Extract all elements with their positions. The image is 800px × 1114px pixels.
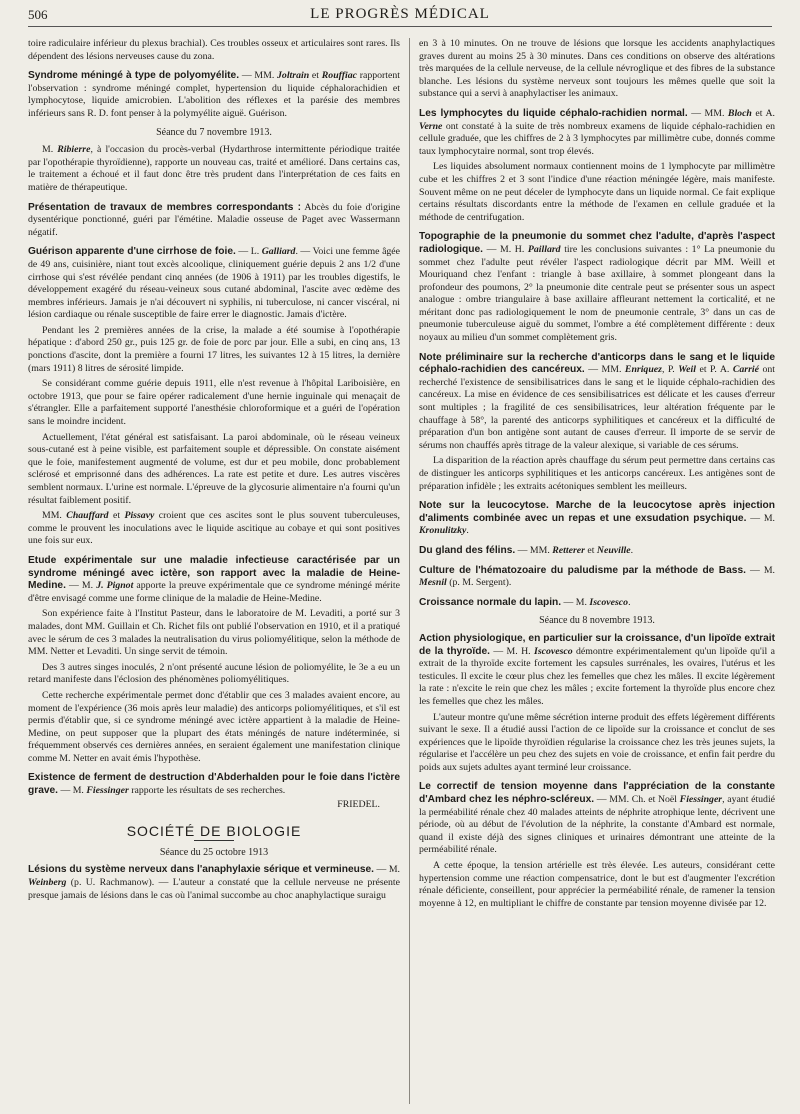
- communication: Le correctif de tension moyenne dans l'appréciation de la constante d'Ambard chez les néphro-scléreux. — MM. Ch. et Noël Fiessinger, ayant étudié la perméabilité rénale chez 40 malades atteints de néphrite atrophique lente, décrivent une période, où au début de l'évolution de la néphrite, la constante d'Ambard est normale, quand il existe déjà des signes cliniques et urinaires démontrant une atteinte de la perméabilité rénale.: [419, 781, 775, 856]
- communication: Topographie de la pneumonie du sommet chez l'adulte, d'après l'aspect radiologique. — M. H. Paillard tire les conclusions suivantes : 1° La pneumonie du sommet chez l'adulte peut révéler l'aspect radiologique décrit par MM. Weill et Mouriquand chez l'enfant : triangle à base axillaire, à sommet plongeant dans la profondeur des poumons, 2° la pneumonie dite centrale peut se présenter sous un aspect analogue : ombre triangulaire à base axillaire affleurant nettement la corticalité, et ne méritant donc pas radiologiquement le nom de pneumonie centrale, 3° dans un cas de pneumonie tuberculeuse aiguë du sommet, l'ombre a été complètement différente : deux noyaux au milieu d'un sommet complètement gris.: [419, 231, 775, 344]
- author: Bloch: [727, 107, 752, 119]
- column-divider: [409, 38, 410, 1104]
- author: Neuville: [596, 544, 631, 556]
- communication-title: Etude expérimentale sur une maladie infectieuse caractérisée par un syndrome méningé avec ictère, son rapport avec la maladie de Heine-Medine.: [28, 554, 400, 592]
- session-heading: Séance du 7 novembre 1913.: [156, 126, 272, 138]
- paragraph: Des 3 autres singes inoculés, 2 n'ont présenté aucune lésion de poliomyélite, le 3e a eu un retard manifeste dans l'éclosion des phénomènes poliomyélitiques.: [28, 661, 400, 686]
- divider: [194, 840, 234, 841]
- communication-title: Action physiologique, en particulier sur la croissance, d'un lipoïde extrait de la thyroïde.: [419, 632, 775, 657]
- paragraph: La disparition de la réaction après chauffage du sérum peut permettre dans certains cas de distinguer les anticorps syphilitiques et les anticorps cancéreux. Les antigènes sont de préparation infidèle ; les extraits acétoniques semblent les meilleurs.: [419, 455, 775, 492]
- author: Mesnil: [419, 577, 447, 589]
- communication-title: Les lymphocytes du liquide céphalo-rachidien normal.: [419, 107, 688, 119]
- author: J. Pignot: [96, 580, 134, 592]
- communication: Etude expérimentale sur une maladie infectieuse caractérisée par un syndrome méningé avec ictère, son rapport avec la maladie de Heine-Medine. — M. J. Pignot apporte la preuve expérimentale que ce syndrome méningé mérite d'être envisagé comme une forme clinique de la maladie de Heine-Medine.: [28, 554, 400, 604]
- paragraph: Les liquides absolument normaux contiennent moins de 1 lymphocyte par millimètre cube et les chiffres 2 et 3 sont l'indice d'une réaction méningée légère, mais manifeste. Souvent même on ne peut déceler de lymphocyte dans un liquide normal. Ce fait explique certains résultats discordants entre la méthode de l'examen en cellule graduée et la méthode de centrifugation.: [419, 161, 775, 223]
- session-heading: Séance du 25 octobre 1913: [159, 846, 269, 858]
- communication: Note sur la leucocytose. Marche de la leucocytose après injection d'aliments combinée avec un repas et une exsudation psychique. — M. Kronulitzky.: [419, 500, 775, 537]
- communication: Existence de ferment de destruction d'Abderhalden pour le foie dans l'ictère grave. — M. Fiessinger rapporte les résultats de ses recherches.: [28, 772, 400, 797]
- society-heading: SOCIÉTÉ DE BIOLOGIE: [126, 823, 302, 840]
- paragraph: toire radiculaire inférieur du plexus brachial). Ces troubles osseux et articulaires sont rares. Ils dépendent des lésions nerveuses cause du zona.: [28, 38, 400, 62]
- communication: Du gland des félins. — MM. Retterer et Neuville.: [419, 544, 634, 556]
- communication-title: Du gland des félins.: [419, 544, 516, 556]
- author: Enriquez: [624, 364, 662, 376]
- paragraph: en 3 à 10 minutes. On ne trouve de lésions que lorsque les accidents anaphylactiques graves durent au moins 25 à 30 minutes. Dans ces conditions on observe des altérations très marquées de la cellule nerveuse, de la cellule névroglique et des fibres de la substance blanche. Les lésions du système nerveux sont toujours les mêmes quelle que soit la substance qui a servi à anaphylactiser les animaux.: [419, 38, 775, 100]
- author: Retterer: [552, 544, 585, 556]
- author: Ribierre: [57, 144, 91, 156]
- communication-title: Topographie de la pneumonie du sommet chez l'adulte, d'après l'aspect radiologique.: [419, 231, 775, 255]
- author: Joltrain: [277, 70, 310, 82]
- signature: FRIEDEL.: [337, 798, 380, 810]
- paragraph: A cette époque, la tension artérielle est très élevée. Les auteurs, considérant cette hypertension comme une réaction compensatrice, dont le but est d'augmenter l'excrétion rénale déficiente, conseillent, pour apprécier la perméabilité rénale, de ramener la tension moyenne à 12, en multipliant le chiffre de constante par tension moyenne divisée par 12.: [419, 860, 775, 909]
- author: Weinberg: [28, 877, 67, 889]
- communication-title: Lésions du système nerveux dans l'anaphylaxie sérique et vermineuse.: [28, 864, 375, 876]
- communication: Lésions du système nerveux dans l'anaphylaxie sérique et vermineuse. — M. Weinberg (p. U. Rachmanow). — L'auteur a constaté que la cellule nerveuse ne présente presque jamais de lésions dans le cas où l'animal succombe au choc anaphylactique suraigu: [28, 864, 400, 901]
- session-heading: Séance du 8 novembre 1913.: [539, 615, 655, 627]
- communication-title: Culture de l'hématozoaire du paludisme par la méthode de Bass.: [419, 564, 746, 576]
- communication: Les lymphocytes du liquide céphalo-rachidien normal. — MM. Bloch et A. Verne ont constaté à la suite de très nombreux examens de liquide céphalo-rachidien en cellule graduée, que les chiffres de 2 à 3 lymphocytes par millimètre cube, donnés comme taux lymphocytaire normal, sont trop élevés.: [419, 107, 775, 157]
- running-title: LE PROGRÈS MÉDICAL: [310, 6, 490, 22]
- author: Iscovesco: [534, 645, 573, 657]
- author: Chauffard: [66, 510, 109, 522]
- paragraph: Son expérience faite à l'Institut Pasteur, dans le laboratoire de M. Levaditi, a porté sur 3 malades, dont MM. Guillain et Ch. Richet fils ont publié l'observation en 1910, et il a pratiqué avec le sérum de ces 3 malades la neutralisation du virus poliomyélitique, selon la méthode de MM. Netter et Levaditi. Un singe servit de témoin.: [28, 608, 400, 658]
- left-column: [28, 38, 400, 1104]
- author: Weil: [678, 364, 696, 376]
- page-header: [28, 4, 772, 27]
- communication: Croissance normale du lapin. — M. Iscovesco.: [419, 596, 631, 608]
- paragraph: Actuellement, l'état général est satisfaisant. La paroi abdominale, où le réseau veineux sous-cutané est à peine visible, est parfaitement souple et dépressible. On constate aisément que le foie, manifestement augmenté de volume, est dur et peu mobile, donc probablement sclérosé et emprisonné dans des adhérences. La rate est petite et dure. Les autres viscères semblent normaux. L'urine est normale. L'épreuve de la glycosurie alimentaire n'a fourni qu'un résultat faiblement positif.: [28, 431, 400, 506]
- author: Paillard: [527, 243, 561, 255]
- author: Galliard: [261, 246, 296, 258]
- communication-title: Note préliminaire sur la recherche d'anticorps dans le sang et le liquide céphalo-rachidien des cancéreux.: [419, 351, 775, 376]
- author: Carrié: [732, 364, 759, 376]
- author: Pissavy: [124, 510, 155, 522]
- communication-title: Note sur la leucocytose. Marche de la leucocytose après injection d'aliments combinée avec un repas et une exsudation psychique.: [419, 500, 775, 524]
- communication: Action physiologique, en particulier sur la croissance, d'un lipoïde extrait de la thyroïde. — M. H. Iscovesco démontre expérimentalement qu'un lipoïde qu'il a extrait de la thyroïde excite fortement les capsules surrénales, les ovaires, l'utérus et les testicules. Il excite le cœur plus chez les femelles que chez les mâles. Il excite légèrement la rate : n'excite le rein que chez les mâles ; excite fortement la thyroïde plus encore chez les femelles que chez les mâles.: [419, 632, 775, 707]
- paragraph: Cette recherche expérimentale permet donc d'établir que ces 3 malades avaient encore, au moment de l'expérience (36 mois après leur maladie) des anticorps poliomyélitiques, et s'il est permis d'établir que, si ce syndrome méningé avec ictère appartient à la maladie de Heine-Medine, on peut supposer que la plupart des états méningés de nature indéterminée, si fréquemment observés ces dernières années, en seraient également une manifestation clinique comme M. Netter en avait émis l'hypothèse.: [28, 689, 400, 764]
- author: Rouffiac: [321, 70, 357, 82]
- communication: M. Ribierre, à l'occasion du procès-verbal (Hydarthrose intermittente périodique traitée par l'opothérapie thyroïdienne), rapporte un nouveau cas, traité et amélioré. Dans certains cas, le traitement a échoué et il faut donc être très prudent dans l'interprétation de ces faits en matière de thérapeutique.: [28, 144, 400, 193]
- communication: Guérison apparente d'une cirrhose de foie. — L. Galliard. — Voici une femme âgée de 49 ans, cuisinière, niant tout excès alcoolique, cliniquement guérie depuis 2 ans 1/2 d'une cirrhose qui s'est révélée pendant cinq années (de 1906 à 1911) par les troubles digestifs, le développement exagéré du réseau-veineux sous cutané abdominal, l'ascite avec œdème des membres inférieurs. Jamais je n'ai découvert ni syphilis, ni tuberculose, ni cancer viscéral, ni lésion cardiaque ou rénale susceptible de faire errer le diagnostic. Jamais d'ictère.: [28, 246, 400, 321]
- communication: Présentation de travaux de membres correspondants : Abcès du foie d'origine dysentérique ponctionné, guéri par l'émétine. Maladie osseuse de Paget avec Wassermann négatif.: [28, 201, 400, 238]
- author: Iscovesco: [589, 596, 629, 608]
- page-number: 506: [28, 7, 48, 22]
- communication: Syndrome méningé à type de polyomyélite. — MM. Joltrain et Rouffiac rapportent l'observation : syndrome méningé complet, hypertension du liquide céphalorachidien et lymphocytose, liquide amicrobien. L'abolition des réflexes et la parésie des membres inférieurs sans R. D. font penser à la polymyélite aiguë. Guérison.: [28, 70, 400, 119]
- communication-title: Guérison apparente d'une cirrhose de foie.: [28, 246, 236, 258]
- communication: Note préliminaire sur la recherche d'anticorps dans le sang et le liquide céphalo-rachidien des cancéreux. — MM. Enriquez, P. Weil et P. A. Carrié ont recherché l'existence de sensibilisatrices dans le sang et le liquide céphalo-rachidien des cancéreux. La mise en évidence de ces sensibilisatrices est délicate et les causes d'erreur sont multiples ; la fragilité de ces sensibilisatrices, leur altération fréquente par le chauffage à 58°, la parenté des anticorps syphilitiques et cancéreux et la difficulté de préparation d'un bon antigène sont autant de causes d'erreur. Il importe de se servir de sérums non chauffés après titrage de la valeur alexique, si variable de ces sérums.: [419, 351, 775, 451]
- paragraph: MM. Chauffard et Pissavy croient que ces ascites sont le plus souvent tuberculeuses, comme le prouvent les inoculations avec le liquide ascitique au cobaye et qui sont positives une fois sur eux.: [28, 510, 400, 547]
- author: Verne: [419, 120, 443, 132]
- paragraph: Pendant les 2 premières années de la crise, la malade a été soumise à l'opothérapie hépatique : d'abord 250 gr., puis 125 gr. de foie de porc par jour. Elle a subi, en cinq ans, 13 ponctions d'ascite, dont la première a fourni 17 litres, les suivantes 12 à 15 litres, la dernière (mars 1911) 8 litres de sérosité limpide.: [28, 324, 400, 374]
- communication-title: Le correctif de tension moyenne dans l'appréciation de la constante d'Ambard chez les néphro-scléreux.: [419, 781, 775, 806]
- paragraph: L'auteur montre qu'une même sécrétion interne produit des effets légèrement différents suivant le sexe. Il a étudié aussi l'action de ce lipoïde sur la croissance et conclut de ses expériences que le lipoïde thyroïdien régularise la croissance chez les très jeunes sujets, la régularise et l'accélère un peu chez des sujets en voie de croissance, et enfin fait perdre du poids aux sujets adultes ayant terminé leur croissance.: [419, 711, 775, 773]
- paragraph: Se considérant comme guérie depuis 1911, elle n'est revenue à l'hôpital Lariboisière, en octobre 1913, que pour se faire opérer radicalement d'une hernie inguinale qui menaçait de s'étrangler. Elle a parfaitement supporté l'anesthésie chloroformique et a guéri de l'opération sans le moindre incident.: [28, 378, 400, 428]
- communication: Culture de l'hématozoaire du paludisme par la méthode de Bass. — M. Mesnil (p. M. Sergent).: [419, 564, 775, 589]
- author: Kronulitzky: [419, 525, 467, 537]
- author: Fiessinger: [679, 794, 723, 806]
- communication-title: Existence de ferment de destruction d'Abderhalden pour le foie dans l'ictère grave.: [28, 772, 400, 797]
- communication-title: Croissance normale du lapin.: [419, 596, 562, 608]
- communication-title: Syndrome méningé à type de polyomyélite.: [28, 70, 240, 82]
- author: Fiessinger: [86, 785, 129, 797]
- right-column: [419, 38, 775, 1104]
- communication-title: Présentation de travaux de membres correspondants :: [28, 201, 302, 213]
